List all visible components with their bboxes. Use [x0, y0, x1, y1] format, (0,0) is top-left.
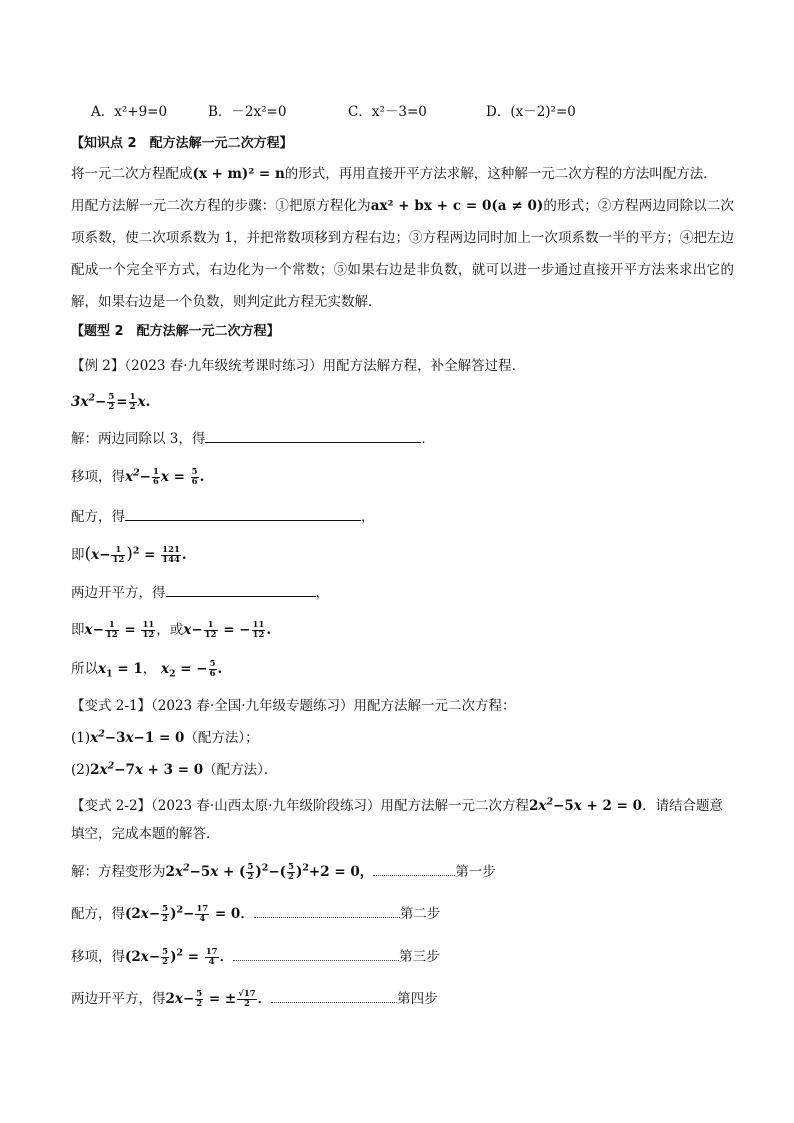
step-text: 即 — [71, 547, 85, 563]
item-number: (2) — [71, 762, 91, 778]
text: 的形式，再用直接开平方法求解，这种解一元二次方程的方法叫配方法． — [284, 166, 717, 182]
step-label: 第三步 — [399, 949, 440, 965]
step-label: 第四步 — [397, 991, 438, 1007]
choice-options — [71, 102, 734, 122]
step-text: 配方，得 — [71, 509, 125, 525]
example-2-step-roots: 即x− $\frac{1}{12}$ = $\frac{11}{12}$ ，或x− $\frac{1}{12}$ = − $\frac{11}{12}$ . — [71, 620, 272, 640]
variation-2-2-step-2: 配方，得(2x− $\frac{5}{2}$ )$^2$− $\frac{17}{4}$ = 0． 第二步 — [71, 904, 441, 924]
formula-standard-form: ax² + bx + c = 0(a ≠ 0) — [370, 198, 544, 214]
example-label: 【例 2】 — [71, 358, 125, 374]
section-title-type-2: 【题型 2 配方法解一元二次方程】 — [71, 324, 280, 339]
knowledge-paragraph-2 — [71, 190, 734, 318]
variation-2-2-question: 【变式 2-2】（2023 春·山西太原·九年级阶段练习）用配方法解一元二次方程$2x^2-5x + 2 = 0$．请结合题意 — [71, 796, 724, 814]
example-2-step-divide — [71, 428, 734, 449]
item-number: (1) — [71, 730, 91, 746]
step-text: 所以 — [71, 661, 98, 677]
knowledge-paragraph-1 — [71, 158, 734, 190]
example-2-step-complete — [71, 506, 734, 527]
answer-blank-2[interactable] — [125, 506, 361, 521]
example-2-step-result: 所以$x_1 = 1$， $x_2$ = − $\frac{5}{6}$ . — [71, 659, 223, 680]
step-text: ，或 — [156, 622, 184, 638]
text: 用配方法解一元二次方程的步骤：①把原方程化为 — [71, 198, 371, 214]
step-text: 解：方程变形为 — [71, 864, 166, 880]
variation-2-2-step-3: 移项，得(2x− $\frac{5}{2}$ )$^2$ = $\frac{17}{4}$ ． 第三步 — [71, 947, 440, 967]
variation-label: 【变式 2-2】 — [71, 798, 152, 814]
step-label: 第一步 — [455, 864, 496, 880]
variation-label: 【变式 2-1】 — [71, 698, 152, 714]
punct: ， — [315, 585, 329, 601]
dotted-leader — [254, 905, 400, 918]
punct: ， — [361, 509, 375, 525]
example-source: （2023 春·九年级统考课时练习） — [124, 358, 323, 374]
variation-2-1-question — [71, 696, 734, 716]
variation-text: ．请结合题意 — [642, 798, 724, 814]
answer-blank-1[interactable] — [205, 428, 421, 443]
variation-2-2-step-4: 两边开平方，得2x− $\frac{5}{2}$ = ± $\frac{√17}{2}$ ． 第四步 — [71, 989, 438, 1009]
answer-blank-3[interactable] — [166, 582, 316, 597]
example-2-step-sqrt — [71, 582, 734, 603]
formula-complete-square: (x + m)² = n — [192, 166, 285, 182]
item-note: （配方法）； — [184, 730, 259, 746]
step-label: 第二步 — [399, 906, 441, 922]
dotted-leader — [271, 990, 397, 1003]
option-d: D．(x－2)²=0 — [486, 104, 576, 120]
example-2-equation: $3x^2-$ $\frac{5}{2}$ = $\frac{1}{2}$ x. — [71, 392, 151, 412]
section-title-knowledge-point-2: 【知识点 2 配方法解一元二次方程】 — [71, 136, 293, 151]
example-2-question — [71, 356, 734, 376]
variation-source: （2023 春·全国·九年级专题练习） — [151, 698, 354, 714]
variation-2-2-step-1: 解：方程变形为$2x^2-5x$ + ( $\frac{5}{2}$ )$^2$−( $\frac{5}{2}$ )$^2$+2 = 0， 第一步 — [71, 862, 496, 882]
dotted-leader — [233, 948, 399, 961]
text: 将一元二次方程配成 — [71, 166, 193, 182]
variation-source: （2023 春·山西太原·九年级阶段练习） — [151, 798, 381, 814]
option-c: C．x²－3=0 — [348, 104, 427, 120]
dotted-leader — [373, 863, 455, 876]
punct: ． — [421, 431, 435, 447]
example-2-step-ie: 即(x− $\frac{1}{12}$ )$^2$ = $\frac{121}{144}$ . — [71, 543, 187, 565]
step-text: 配方，得 — [71, 906, 125, 922]
item-note: （配方法）． — [203, 762, 278, 778]
option-a: A．x²+9=0 — [91, 104, 168, 120]
punct: ， — [142, 661, 157, 677]
example-text: 用配方法解方程，补全解答过程． — [322, 358, 526, 374]
variation-2-2-question-cont: 填空，完成本题的解答． — [71, 826, 220, 842]
step-text: 即 — [71, 622, 85, 638]
variation-2-1-item-1: $(1)x^2-3x-1 = 0$（配方法）； — [71, 728, 259, 746]
text: 的形式；②方程两边同除以二次项系数，使二次项系数为 1，并把常数项移到方程右边；③方程两边同时加上一次项系数一半的平方；④把左边配成一个完全平方式，右边化为一个常数；⑤如果右边是非负数，就可以进一步通过直接开平方法来求出它的解，如果右边是一个负数，则判定此方程无实数解． — [71, 198, 735, 310]
step-text: 两边开平方，得 — [71, 991, 166, 1007]
option-b: B．－2x²=0 — [208, 104, 287, 120]
example-2-step-move: 移项，得$x^2-$ $\frac{1}{6}$ x = $\frac{5}{6}$ . — [71, 467, 205, 487]
variation-text: 用配方法解一元二次方程： — [353, 698, 516, 714]
step-text: 解：两边同除以 3，得 — [71, 431, 206, 447]
step-text: 移项，得 — [71, 949, 125, 965]
step-text: 移项，得 — [71, 469, 125, 485]
variation-2-1-item-2: $(2)2x^2-7x + 3 = 0$（配方法）． — [71, 760, 278, 778]
step-text: 两边开平方，得 — [71, 585, 166, 601]
variation-text: 用配方法解一元二次方程 — [380, 798, 530, 814]
